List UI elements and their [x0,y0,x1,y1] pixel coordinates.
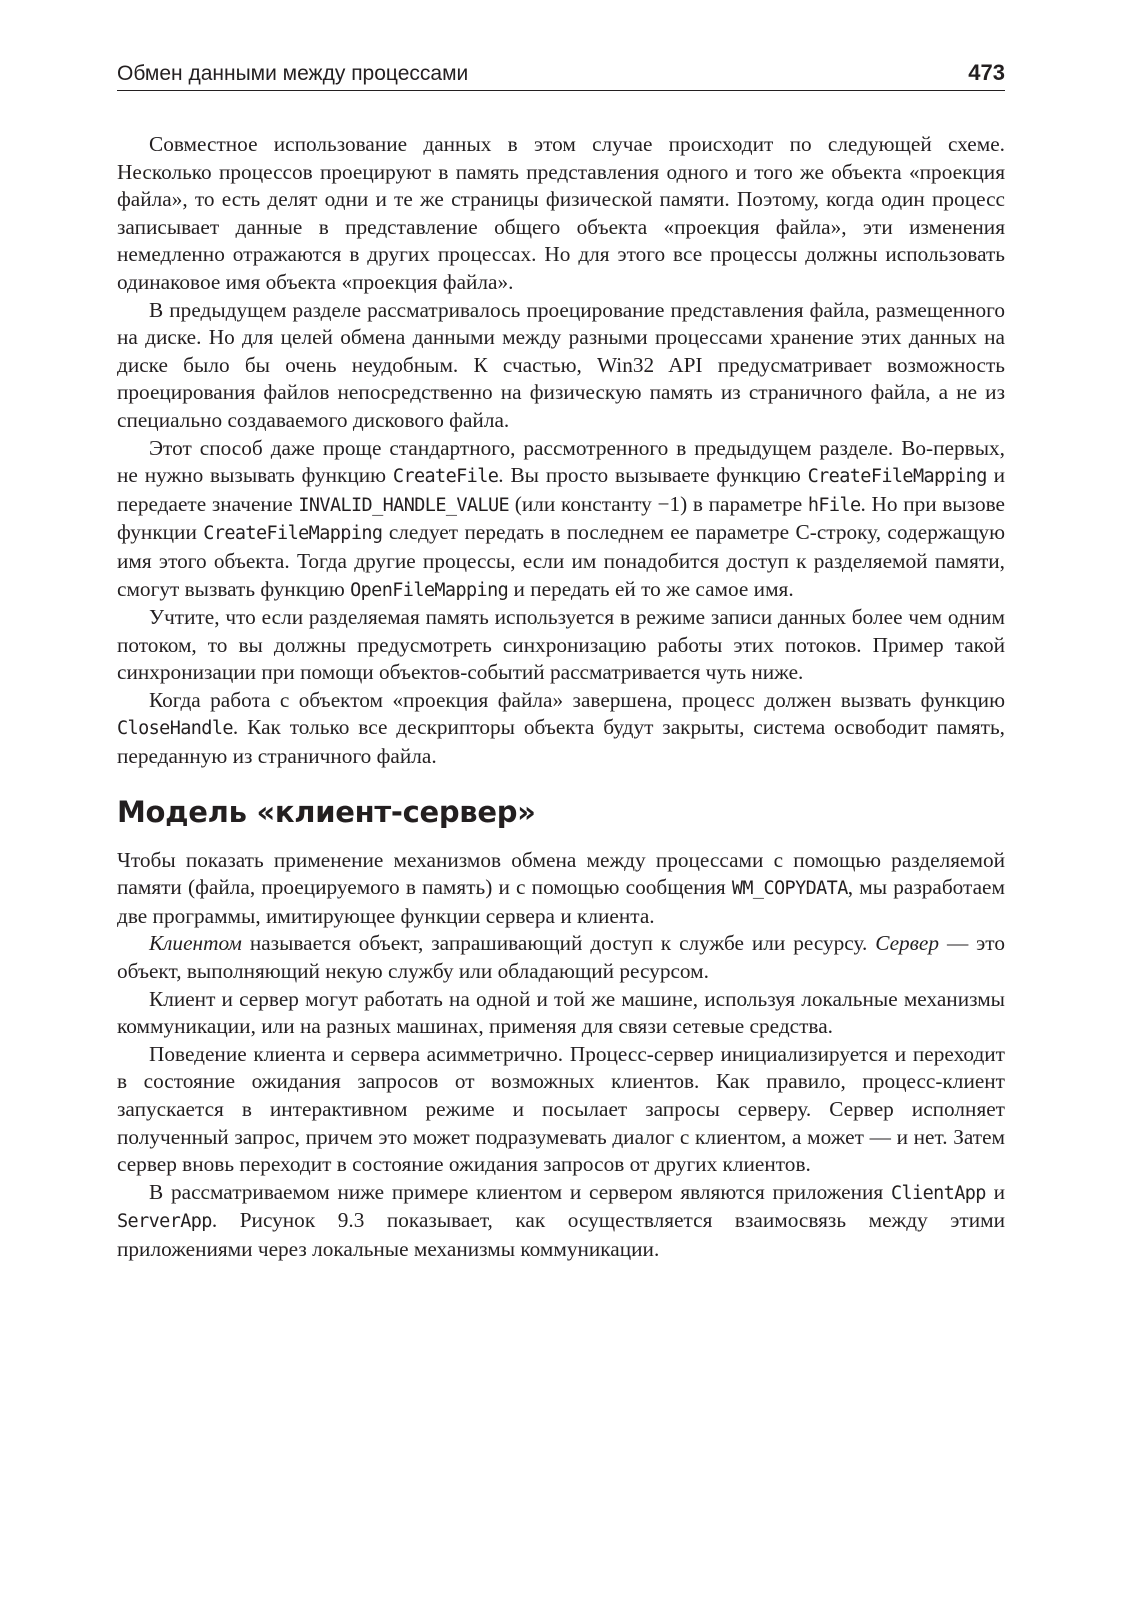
paragraph [117,1179,1005,1264]
code-identifier: CreateFile [392,466,499,488]
text-run: и передать ей то же самое имя. [508,576,794,601]
italic-term: Сервер [875,931,940,956]
code-identifier: ServerApp [117,1211,212,1233]
section-heading: Модель «клиент-сервер» [117,794,536,829]
text-run: Этот способ даже проще стандартного, рассмотренного в предыдущем разделе. Во-первых, не нужно вызывать функцию [117,435,1005,488]
text-block-after-heading [117,847,1005,1264]
code-identifier: OpenFileMapping [350,579,509,601]
paragraph [117,131,1005,297]
paragraph [117,1041,1005,1179]
paragraph [117,687,1005,771]
italic-term: Клиентом [149,931,242,956]
text-run: следует передать в последнем ее параметре C-строку, содержащую имя этого объекта. Тогда другие процессы, если им понадобится доступ к разделяемой памяти, смогут вызвать функцию [117,520,1005,601]
code-identifier: CloseHandle [117,718,233,740]
paragraph [117,930,1005,985]
chapter-title: Обмен данными между процессами [117,62,469,85]
code-identifier: ClientApp [890,1182,986,1204]
text-run: , мы разработаем две программы, имитирующее функции сервера и клиента. [117,875,1005,928]
text-run: Клиент и сервер могут работать на одной и той же машине, используя локальные механизмы коммуникации, или на разных машинах, применяя для связи сетевые средства. [117,986,1005,1039]
text-run: Поведение клиента и сервера асимметрично. Процесс-сервер инициализируется и переходит в состояние ожидания запросов от возможных клиентов. Как правило, процесс-клиент запускается в интерактивном режиме и посылает запросы серверу. Сервер исполняет полученный запрос, причем это может подразумевать диалог с клиентом, а может — и нет. Затем сервер вновь переходит в состояние ожидания запросов от других клиентов. [117,1041,1005,1177]
text-run: Когда работа с объектом «проекция файла» завершена, процесс должен вызвать функцию [149,687,1005,712]
text-run: . Рисунок 9.3 показывает, как осуществляется взаимосвязь между этими приложениями через локальные механизмы коммуникации. [117,1208,1005,1261]
code-identifier: CreateFileMapping [807,466,987,488]
text-run: и [985,1179,1005,1204]
text-run: В предыдущем разделе рассматривалось проецирование представления файла, размещенного на диске. Но для целей обмена данными между разными процессами хранение этих данных на диске было бы очень неудобным. К счастью, Win32 API предусматривает возможность проецирования файлов непосредственно на физическую память из страничного файла, а не из специально создаваемого дискового файла. [117,297,1005,432]
text-run: — это объект, выполняющий некую службу или обладающий ресурсом. [117,931,1005,984]
text-run: Учтите, что если разделяемая память используется в режиме записи данных более чем одним потоком, то вы должны предусмотреть синхронизацию работы этих потоков. Пример такой синхронизации при помощи объектов-событий рассматривается чуть ниже. [117,605,1005,685]
text-run: (или константу −1) в параметре [509,491,808,516]
code-identifier: CreateFileMapping [203,523,383,545]
code-identifier: hFile [807,494,861,516]
text-run: Совместное использование данных в этом случае происходит по следующей схеме. Несколько процессов проецируют в память представления одного и того же объекта «проекция файла», то есть делят одни и те же страницы физической памяти. Поэтому, когда один процесс записывает данные в представление общего объекта «проекция файла», эти изменения немедленно отражаются в других процессах. Но для этого все процессы должны использовать одинаковое имя объекта «проекция файла». [117,132,1005,294]
code-identifier: INVALID_HANDLE_VALUE [298,494,510,516]
book-page [117,60,1005,1264]
paragraph [117,297,1005,435]
text-run: . Вы просто вызываете функцию [498,463,808,488]
text-run: . Но при вызове функции [117,491,1006,545]
page-body [117,131,1005,1264]
text-run: . Как только все дескрипторы объекта будут закрыты, система освободит память, переданную из страничного файла. [117,715,1005,769]
code-identifier: WM_COPYDATA [731,878,848,900]
paragraph [117,847,1005,931]
text-run: и передаете значение [117,463,1005,516]
text-run: Чтобы показать применение механизмов обмена между процессами с помощью разделяемой памяти (файла, проецируемого в память) и с помощью сообщения [117,847,1005,900]
paragraph [117,986,1005,1041]
text-run: называется объект, запрашивающий доступ к службе или ресурсу. [241,931,876,956]
paragraph [117,435,1005,605]
text-run: В рассматриваемом ниже примере клиентом и сервером являются приложения [149,1179,891,1204]
paragraph [117,604,1005,687]
running-head [117,60,1005,91]
text-block-before-heading [117,131,1005,771]
page-number: 473 [968,60,1005,85]
